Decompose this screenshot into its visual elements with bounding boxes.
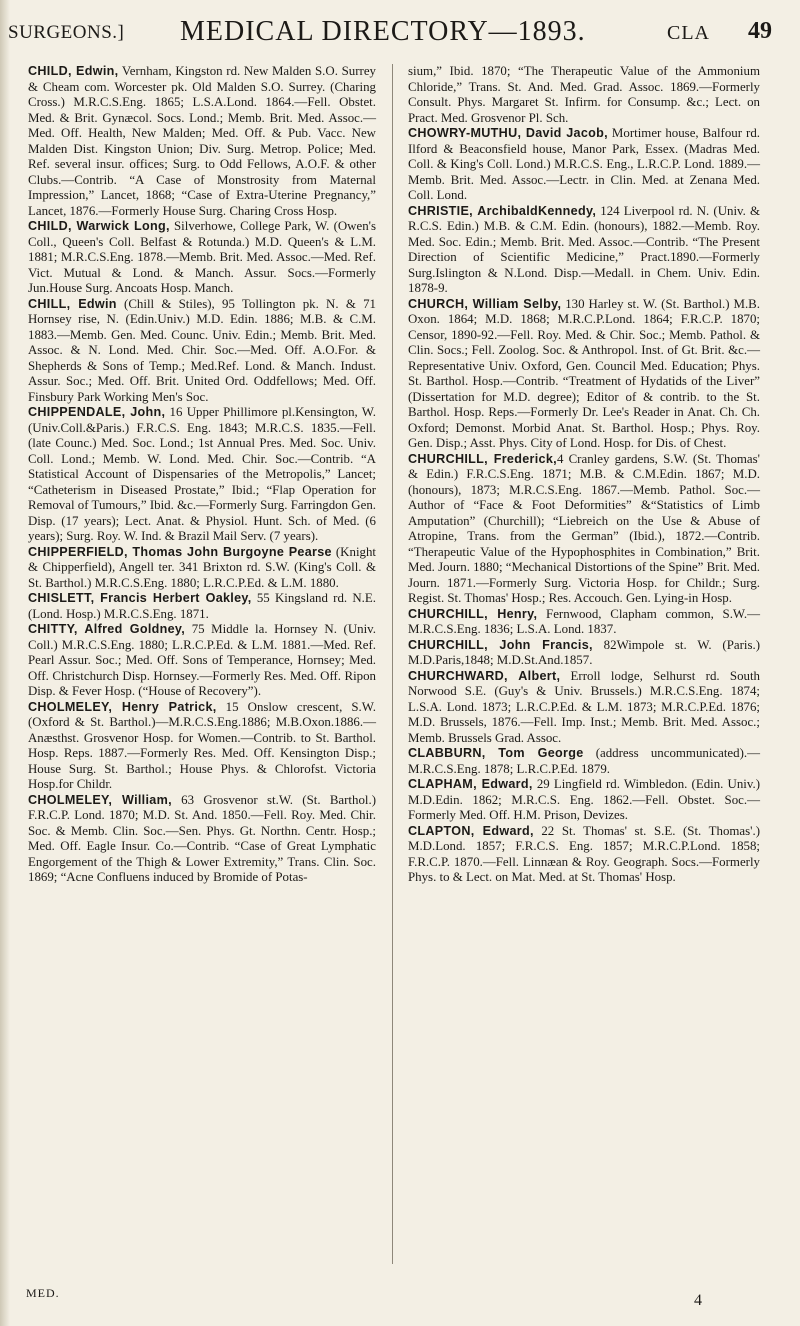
entry [28,591,376,622]
entry-text: 82Wimpole st. W. (Paris.) M.D.Paris,1848; M.D.St.And.1857. [408,637,760,667]
entry-text: sium,” Ibid. 1870; “The Therapeutic Value of the Ammonium Chloride,” Trans. St. And. Med. Grad. Assoc. 1869.—Formerly Consult. Phys. Margaret St. Infirm. for Consump. &c.; Lect. on Pract. Med. Grosvenor Pl. Sch. [408,64,760,125]
entry-text: 16 Upper Phillimore pl.Kensington, W. (Univ.Coll.&Paris.) F.R.C.S. Eng. 1843; M.R.C.S. 1835.—Fell. (late Counc.) Med. Soc. Lond.; 1st Annual Pres. Med. Soc. Univ. Coll. Lond.; Memb. W. Lond. Med. Chir. Soc.—Contrib. “A Statistical Account of Dispensaries of the Metropolis,” Lancet; “Catheterism in Diseased Prostate,” Ibid.; “Flap Operation for Removal of Tumours,” Ibid. &c.—Formerly Surg. Farringdon Gen. Disp. (17 years); Lect. Anat. & Physiol. Hunt. Sch. of Med. (6 years); Surg. Roy. W. Ind. & Brazil Mail Serv. (7 years). [28,405,376,543]
sheet-number: 4 [694,1292,702,1309]
entry-name: CHOLMELEY, William, [28,792,172,807]
entry-text: 29 Lingfield rd. Wimbledon. (Edin. Univ.) M.D.Edin. 1862; M.R.C.S. Eng. 1862.—Fell. Obstet. Soc.—Formerly Med. Off. H.M. Prison, Devizes. [408,777,760,822]
entry [408,607,760,638]
entry [408,204,760,297]
entry-text: 55 Kingsland rd. N.E. (Lond. Hosp.) M.R.C.S.Eng. 1871. [28,591,376,621]
entry-name: CHRISTIE, ArchibaldKennedy, [408,203,597,218]
entry-text: Vernham, Kingston rd. New Malden S.O. Surrey & Cheam com. Worcester pk. Old Malden S.O. Surrey. (Charing Cross.) M.R.C.S.Eng. 1865; L.S.A.Lond. 1864.—Fell. Obstet. Med. & Brit. Gynæcol. Socs. Lond.; Memb. Brit. Med. Assoc.—Med. Off. Health, New Malden; Med. Off. & Pub. Vacc. New Malden Dist. Kingston Union; Div. Surg. Metrop. Police; Med. Ref. several insur. offices; Surg. to Odd Fellows, A.O.F. & other Clubs.—Contrib. “A Case of Monstrosity from Maternal Impression,” Lancet, 1868; “Case of Extra-Uterine Pregnancy,” Lancet, 1876.—Formerly House Surg. Charing Cross Hosp. [28,64,376,218]
entry-text: Erroll lodge, Selhurst rd. South Norwood S.E. (Guy's & Univ. Brussels.) M.R.C.S.Eng. 1874; L.S.A. Lond. 1873; L.R.C.P.Ed. & L.M. 1873; M.R.C.P.Ed. 1876; M.D. Brussels, 1876.—Fell. Imp. Inst.; Memb. Brit. Med. Assoc.; Memb. Brussels Grad. Assoc. [408,668,760,745]
entry-text: (Chill & Stiles), 95 Tollington pk. N. & 71 Hornsey rise, N. (Edin.Univ.) M.D. Edin. 1886; M.B. & C.M. 1883.—Memb. Gen. Med. Counc. Univ. Edin.; Memb. Brit. Med. Assoc. & N. Lond. Med. Chir. Soc.—Med. Off. A.O.For. & Shepherds & Sons of Temp.; Med.Ref. Lond. & Manch. Indust. Assur. Soc.; Med. Off. Brit. United Ord. Oddfellows; Med. Off. Finsbury Park Working Men's Soc. [28,296,376,404]
entry-name: CHURCHWARD, Albert, [408,668,561,683]
entry-name: CLABBURN, Tom George [408,746,584,760]
entry-name: CHOWRY-MUTHU, David Jacob, [408,126,608,140]
entry-name: CHISLETT, Francis Herbert Oakley, [28,591,252,605]
entry-text: 15 Onslow crescent, S.W. (Oxford & St. Barthol.)—M.R.C.S.Eng.1886; M.B.Oxon.1886.—Anæsthst. Grosvenor Hosp. for Women.—Contrib. to St. Barthol. Hosp. Reps. 1887.—Formerly Res. Med. Off. Kensington Disp.; House Surg. St. Barthol.; House Phys. & Chlorofst. Victoria Hosp.for Childr. [28,699,376,791]
entry [408,746,760,777]
entry-name: CHOLMELEY, Henry Patrick, [28,699,217,714]
entry-text: 22 St. Thomas' st. S.E. (St. Thomas'.) M.D.Lond. 1857; F.R.C.S. Eng. 1857; M.R.C.P.Lond. 1858; F.R.C.P. 1870.—Fell. Linnæan & Roy. Geograph. Socs.—Formerly Phys. to & Lect. on Mat. Med. at St. Thomas' Hosp. [408,823,760,884]
entry [28,405,376,545]
entry-name: CHURCHILL, John Francis, [408,637,593,652]
entry-text: (Knight & Chipperfield), Angell ter. 341 Brixton rd. S.W. (King's Coll. & St. Barthol.) M.R.C.S.Eng. 1880; L.R.C.P.Ed. & L.M. 1880. [28,544,376,590]
entry-name: CHURCH, William Selby, [408,296,562,311]
entry [408,824,760,886]
entry-text: Mortimer house, Balfour rd. Ilford & Beaconsfield house, Manor Park, Essex. (Madras Med. Coll. & King's Coll. Lond.) M.R.C.S. Eng., L.R.C.P. Lond. 1889.—Memb. Brit. Med. Assoc.—Lectr. in Clin. Med. at Zenana Med. Coll. Lond. [408,126,760,202]
entry-name: CHIPPENDALE, John, [28,405,166,419]
entry [408,452,760,607]
page-title: MEDICAL DIRECTORY—1893. [180,16,586,47]
entry-text: 124 Liverpool rd. N. (Univ. & R.C.S. Edin.) M.B. & C.M. Edin. (honours), 1882.—Memb. Roy. Med. Soc. Edin.; Memb. Brit. Med. Assoc.—Contrib. “The Present Direction of Scientific Medicine,” Pract.1890.—Formerly Surg.Islington & N.Lond. Disp.—Medall. in Chem. Univ. Edin. 1878-9. [408,203,761,295]
section-label: SURGEONS.] [8,22,125,43]
entry-text: Silverhowe, College Park, W. (Owen's Coll., Queen's Coll. Belfast & Rotunda.) M.D. Queen's & L.M. 1881; M.R.C.S.Eng. 1878.—Memb. Brit. Med. Assoc.—Med. Ref. Vict. Mutual & Lond. & Manch. Assur. Socs.—Formerly Jun.House Surg. Ancoats Hosp. Manch. [28,219,376,295]
entry [28,545,376,592]
entry [28,64,376,219]
entry-text: 75 Middle la. Hornsey N. (Univ. Coll.) M.R.C.S.Eng. 1880; L.R.C.P.Ed. & L.M. 1881.—Med. Ref. Pearl Assur. Soc.; Med. Off. Sons of Temperance, Hornsey; Med. Off. Christchurch Disp. Hornsey.—Formerly Res. Med. Off. Ripon Disp. & Fever Hosp. (“House of Recovery”). [28,622,376,698]
page-spine-shadow [0,0,10,1326]
entry-text: Fernwood, Clapham common, S.W.—M.R.C.S.Eng. 1836; L.S.A. Lond. 1837. [408,606,761,636]
entry-name: CHURCHILL, Frederick, [408,451,557,466]
entry [28,297,376,406]
entry-name: CHIPPERFIELD, Thomas John Burgoyne Pearse [28,544,332,559]
entry [408,777,760,824]
entry [28,622,376,700]
entry [408,64,760,126]
entry [408,638,760,669]
entry-name: CLAPTON, Edward, [408,823,534,838]
entry-name: CHILL, Edwin [28,296,117,311]
right-column [408,64,760,886]
entry-name: CHILD, Edwin, [28,64,119,78]
entry [28,219,376,297]
entry-name: CHILD, Warwick Long, [28,219,170,233]
entry-text: (address uncommunicated).—M.R.C.S.Eng. 1878; L.R.C.P.Ed. 1879. [408,746,761,776]
entry-text: 63 Grosvenor st.W. (St. Barthol.) F.R.C.P. Lond. 1870; M.D. St. And. 1850.—Fell. Roy. Med. Chir. Soc. & Memb. Clin. Soc.—Sen. Phys. Gt. Northn. Centr. Hosp.; Med. Off. Eagle Insur. Co.—Contrib. “Case of Great Lymphatic Engorgement of the Thigh & Lower Extremity,” Trans. Clin. Soc. 1869; “Acne Confluens induced by Bromide of Potas- [28,792,377,884]
entry [408,126,760,204]
alpha-code: CLA [667,22,710,44]
page-number: 49 [748,18,772,44]
page-header [8,14,772,54]
column-divider [392,64,393,1264]
entry [408,669,760,747]
entry-name: CHURCHILL, Henry, [408,606,538,621]
left-column [28,64,376,886]
entry-text: 130 Harley st. W. (St. Barthol.) M.B. Oxon. 1864; M.D. 1868; M.R.C.P.Lond. 1864; F.R.C.P. 1870; Censor, 1890-92.—Fell. Roy. Med. & Chir. Soc.; Memb. Pathol. & Clin. Socs.; Fell. Zoolog. Soc. & Anthropol. Inst. of Gt. Brit. &c.—Representative Univ. Oxford, Gen. Council Med. Education; Phys. St. Barthol. Hosp.—Contrib. “Treatment of Hydatids of the Liver” (Dissertation for M.D. degree); Editor of & contrib. to the St. Barthol. Hosp. Reps.—Formerly Dr. Lee's Reader in Anat. Ch. Ch. Oxford; Demonst. Morbid Anat. St. Barthol. Hosp.; Phys. Roy. Gen. Disp.; Asst. Phys. City of Lond. Hosp. for Dis. of Chest. [408,296,760,450]
entry [28,793,376,886]
entry-name: CLAPHAM, Edward, [408,777,533,791]
entry [408,297,760,452]
signature-mark: MED. [26,1286,60,1300]
entry-name: CHITTY, Alfred Goldney, [28,622,186,636]
entry [28,700,376,793]
entry-text: 4 Cranley gardens, S.W. (St. Thomas' & Edin.) F.R.C.S.Eng. 1871; M.B. & C.M.Edin. 1867; M.D. (honours), 1873; M.R.C.S.Eng. 1867.—Memb. Pathol. Soc.—Author of “Face & Foot Deformities” &“Statistics of Limb Amputation” (Churchill); “Liebreich on the Use & Abuse of Atropine, Trans. from the German” (Ibid.), 1872.—Contrib. “Therapeutic Value of the Hypophosphites in Combination,” Brit. Med. Journ. 1880; “Mechanical Distortions of the Spine” Brit. Med. Journ. 1871.—Formerly Surg. Victoria Hosp. for Childr.; Surg. Regist. St. Thomas' Hosp.; Res. Accouch. Gen. Lying-in Hosp. [408,451,760,605]
